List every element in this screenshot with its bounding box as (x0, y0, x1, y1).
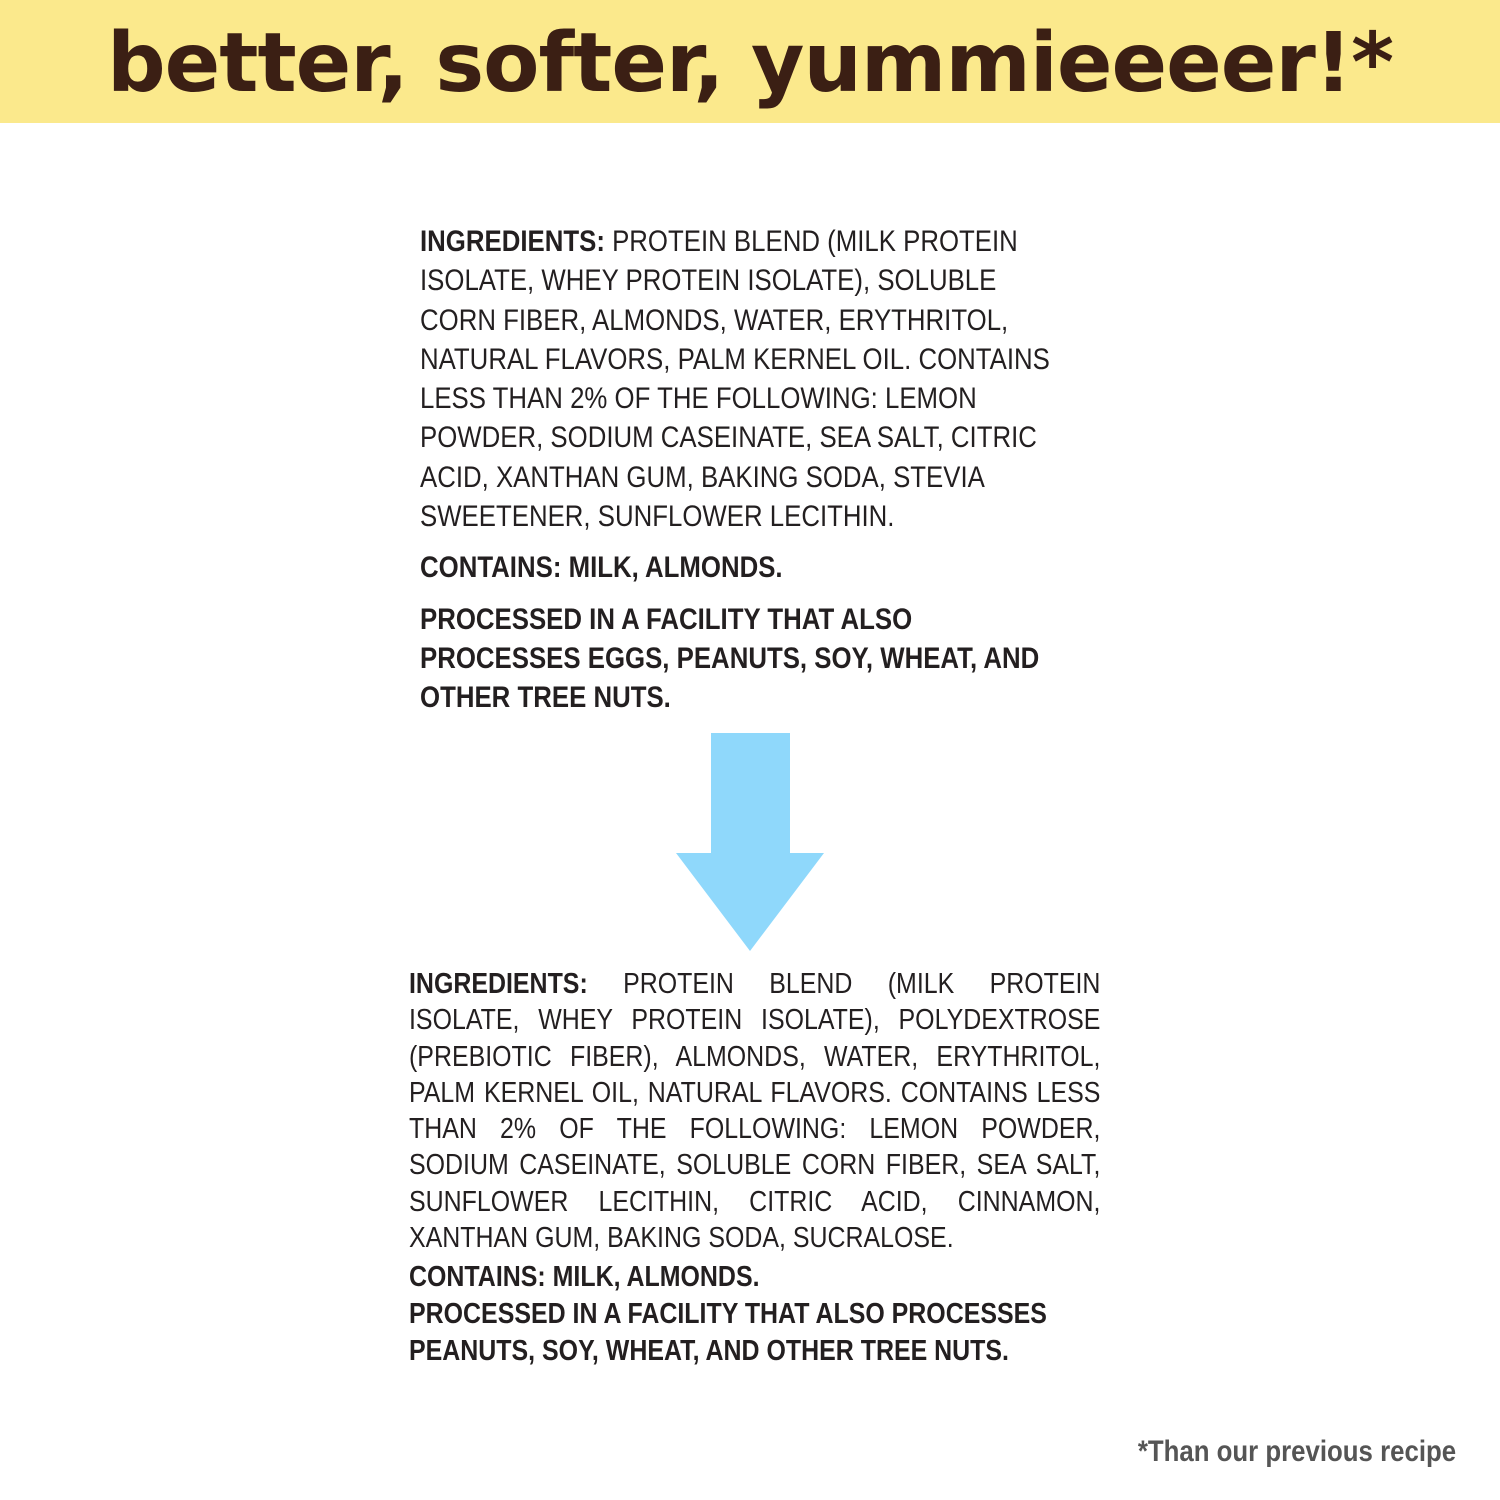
down-arrow-shape (676, 733, 824, 951)
new-facility-text: PROCESSED IN A FACILITY THAT ALSO PROCESSES PEANUTS, SOY, WHEAT, AND OTHER TREE NUTS. (409, 1298, 1047, 1368)
previous-ingredients-list (420, 222, 1074, 536)
previous-recipe-panel (420, 222, 1074, 718)
new-ingredients-label: INGREDIENTS: (409, 968, 588, 1000)
new-recipe-panel (409, 966, 1100, 1370)
previous-contains-text: CONTAINS: MILK, ALMONDS. (420, 551, 783, 585)
new-facility-statement (409, 1296, 1100, 1370)
previous-facility-statement (420, 600, 1074, 718)
new-ingredients-list (409, 966, 1100, 1256)
new-ingredients-text: PROTEIN BLEND (MILK PROTEIN ISOLATE, WHEY PROTEIN ISOLATE), POLYDEXTROSE (PREBIOTIC FIBER), ALMONDS, WATER, ERYTHRITOL, PALM KERNEL OIL, NATURAL FLAVORS. CONTAINS LESS THAN 2% OF THE FOLLOWING: LEMON POWDER, SODIUM CASEINATE, SOLUBLE CORN FIBER, SEA SALT, SUNFLOWER LECITHIN, CITRIC ACID, CINNAMON, XANTHAN GUM, BAKING SODA, SUCRALOSE. (409, 968, 1101, 1255)
down-arrow-icon (676, 733, 824, 951)
previous-ingredients-text: PROTEIN BLEND (MILK PROTEIN ISOLATE, WHEY PROTEIN ISOLATE), SOLUBLE CORN FIBER, ALMONDS, WATER, ERYTHRITOL, NATURAL FLAVORS, PALM KERNEL OIL. CONTAINS LESS THAN 2% OF THE FOLLOWING: LEMON POWDER, SODIUM CASEINATE, SEA SALT, CITRIC ACID, XANTHAN GUM, BAKING SODA, STEVIA SWEETENER, SUNFLOWER LECITHIN. (420, 225, 1050, 534)
new-allergen-statement (409, 1258, 1100, 1296)
previous-allergen-statement (420, 548, 1074, 587)
new-contains-text: CONTAINS: MILK, ALMONDS. (409, 1261, 760, 1294)
previous-ingredients-label: INGREDIENTS: (420, 225, 605, 258)
footnote: *Than our previous recipe (1137, 1435, 1456, 1468)
headline-banner (0, 0, 1500, 123)
headline: better, softer, yummieeeer!* (106, 16, 1394, 111)
previous-facility-text: PROCESSED IN A FACILITY THAT ALSO PROCESSES EGGS, PEANUTS, SOY, WHEAT, AND OTHER TREE NUTS. (420, 602, 1040, 715)
